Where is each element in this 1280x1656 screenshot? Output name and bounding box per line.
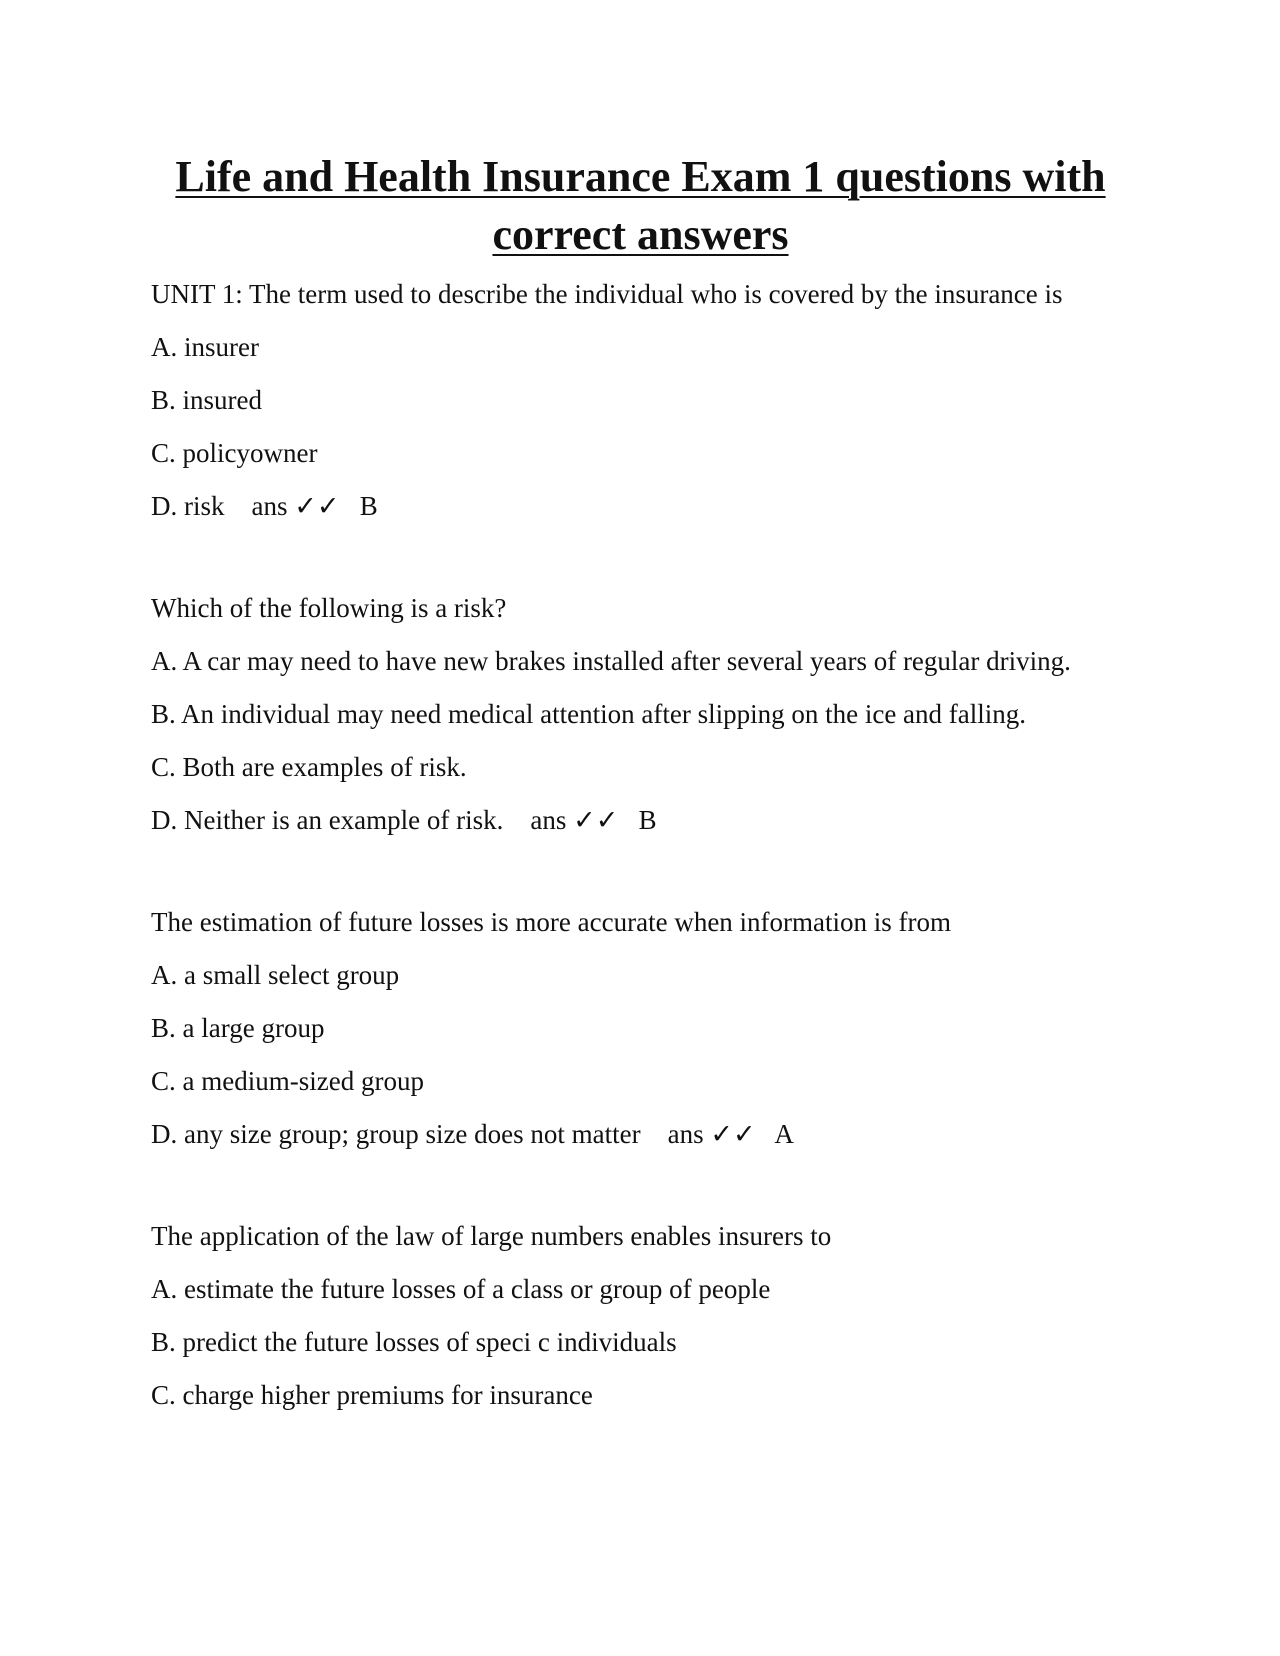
answer-marker: ans ✓✓ [667,1119,756,1149]
question-2 [151,590,1130,838]
answer-letter: B [359,491,378,521]
answer-letter: B [638,805,657,835]
option-b: B. a large group [151,1013,325,1043]
option-b: B. An individual may need medical attention after slipping on the ice and falling. [151,699,1027,729]
option-c: C. policyowner [151,438,318,468]
question-text: The estimation of future losses is more accurate when information is from [151,907,952,937]
option-d [151,1116,1130,1152]
question-text: The application of the law of large numbers enables insurers to [151,1221,832,1251]
option-c: C. a medium-sized group [151,1066,424,1096]
answer-letter: A [774,1119,794,1149]
option-d-text: D. Neither is an example of risk. [151,805,504,835]
question-4 [151,1218,1130,1413]
option-d [151,488,1130,524]
answer-marker: ans ✓✓ [530,805,619,835]
question-text: Which of the following is a risk? [151,593,507,623]
option-b: B. insured [151,385,262,415]
option-c: C. Both are examples of risk. [151,752,467,782]
option-a: A. a small select group [151,960,400,990]
question-text: UNIT 1: The term used to describe the individual who is covered by the insurance is [151,279,1063,309]
document-title [151,148,1130,264]
option-c: C. charge higher premiums for insurance [151,1380,593,1410]
option-d-text: D. any size group; group size does not matter [151,1119,641,1149]
option-d [151,802,1130,838]
answer-marker: ans ✓✓ [251,491,340,521]
option-a: A. estimate the future losses of a class or group of people [151,1274,771,1304]
option-b: B. predict the future losses of speci c individuals [151,1327,677,1357]
option-a: A. A car may need to have new brakes installed after several years of regular driving. [151,646,1071,676]
title-line-1: Life and Health Insurance Exam 1 questions with [175,152,1106,201]
option-d-text: D. risk [151,491,225,521]
title-line-2: correct answers [492,210,789,259]
question-1 [151,276,1130,524]
option-a: A. insurer [151,332,259,362]
question-3 [151,904,1130,1152]
